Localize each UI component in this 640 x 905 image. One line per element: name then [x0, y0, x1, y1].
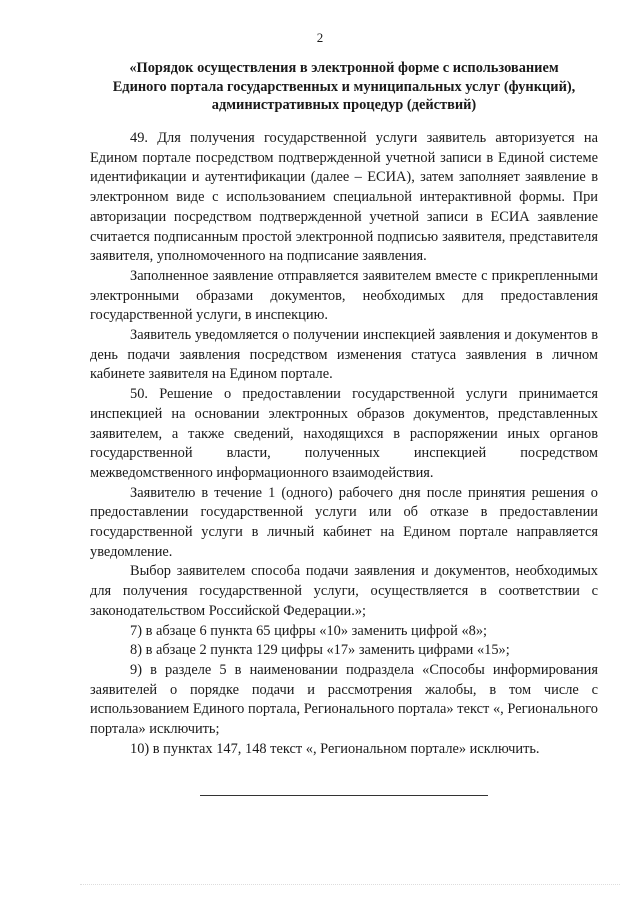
paragraph-50: 50. Решение о предоставлении государственной услуги принимается инспекцией на основании электронных образов документов, представленных заявителем, а также сведений, находящихся в распоряжении иных органов государственной власти, полученных инспекцией посредством межведомственного информационного взаимодействия.	[90, 386, 598, 481]
amendment-item-10: 10) в пунктах 147, 148 текст «, Региональном портале» исключить.	[130, 740, 540, 757]
paragraph-decision-notice: Заявителю в течение 1 (одного) рабочего дня после принятия решения о предоставлении государственной услуги или об отказе в предоставлении государственной услуги в личный кабинет на Едином портале направляется уведомление.	[90, 484, 598, 560]
amendment-item-9: 9) в разделе 5 в наименовании подраздела «Способы информирования заявителей о порядке подачи и рассмотрения жалобы, в том числе с использованием Единого портала, Регионального портала» текст «, Регионального портала» исключить;	[90, 661, 598, 738]
heading-line-3: административных процедур (действий)	[211, 97, 477, 113]
document-body	[90, 129, 598, 760]
paragraph-notification: Заявитель уведомляется о получении инспекцией заявления и документов в день подачи заявления посредством изменения статуса заявления в личном кабинете заявителя на Едином портале.	[90, 327, 598, 383]
paragraph-method-choice: Выбор заявителем способа подачи заявления и документов, необходимых для получения государственной услуги, осуществляется в соответствии с законодательством Российской Федерации.»;	[90, 563, 598, 619]
paragraph-submission: Заполненное заявление отправляется заявителем вместе с прикрепленными электронными образами документов, необходимых для предоставления государственной услуги, в инспекцию.	[90, 267, 598, 324]
paragraph-49: 49. Для получения государственной услуги заявитель авторизуется на Едином портале посредством подтвержденной учетной записи в Единой системе идентификации и аутентификации (далее – ЕСИА), затем заполняет заявление в электронном виде с использованием специальной интерактивной формы. При авторизации посредством подтвержденной учетной записи в ЕСИА заявление считается подписанным простой электронной подписью заявителя, представителя заявителя, уполномоченного на подписание заявления.	[90, 130, 598, 265]
page-number: 2	[316, 30, 324, 45]
amendment-item-8: 8) в абзаце 2 пункта 129 цифры «17» заменить цифрами «15»;	[130, 642, 510, 659]
section-heading	[90, 59, 598, 115]
closing-divider	[200, 795, 488, 796]
amendment-item-7: 7) в абзаце 6 пункта 65 цифры «10» заменить цифрой «8»;	[130, 622, 488, 639]
heading-line-1: «Порядок осуществления в электронной форме с использованием	[129, 60, 559, 76]
heading-line-2: Единого портала государственных и муниципальных услуг (функций),	[112, 78, 576, 95]
scan-artifact-line	[80, 884, 620, 887]
